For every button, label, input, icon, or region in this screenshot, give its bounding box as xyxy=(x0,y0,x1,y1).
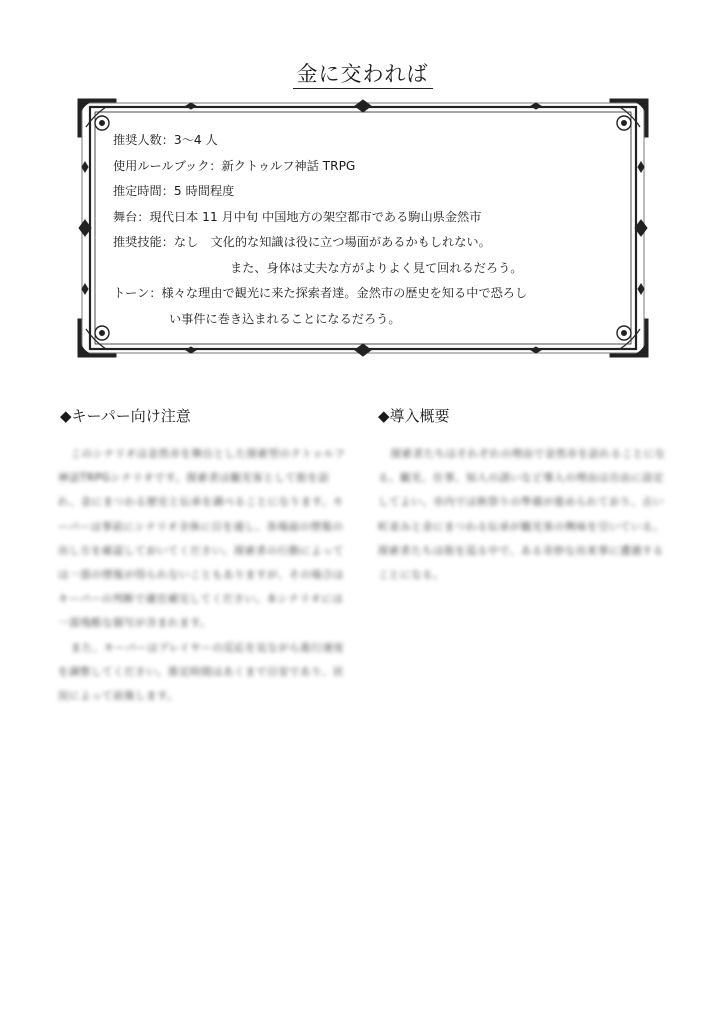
keeper-notes-body xyxy=(58,442,350,708)
intro-summary-body xyxy=(378,442,668,587)
page-title: 金に交われば xyxy=(0,58,725,88)
info-skills: 推奨技能：なし 文化的な知識は役に立つ場面があるかもしれない。 xyxy=(113,235,491,249)
keeper-notes-heading: ◆キーパー向け注意 xyxy=(60,407,191,425)
info-tone: トーン：様々な理由で観光に来た探索者達。金然市の歴史を知る中で恐ろし xyxy=(113,286,528,300)
scenario-info xyxy=(113,128,623,332)
info-players: 推奨人数：3〜4 人 xyxy=(113,133,218,147)
keeper-notes-paragraph: このシナリオは金然市を舞台とした探索型のクトゥルフ神話TRPGシナリオです。探索者は観光客として街を訪れ、金にまつわる歴史と伝承を調べることになります。キーパーは事前にシナリオ全体に目を通し、各場面の情報の出し方を確認しておいてください。探索者の行動によっては一部の情報が得られないこともありますが、その場合はキーパーの判断で適宜補完してください。本シナリオには一部残酷な描写が含まれます。 xyxy=(58,448,346,630)
keeper-notes-paragraph: また、キーパーはプレイヤーの反応を見ながら進行速度を調整してください。推定時間はあくまで目安であり、状況によって前後します。 xyxy=(58,641,345,703)
info-rules: 使用ルールブック：新クトゥルフ神話 TRPG xyxy=(113,158,356,173)
info-skills-continued: また、身体は丈夫な方がよりよく見て回れるだろう。 xyxy=(230,260,523,275)
info-setting: 舞台：現代日本 11 月中旬 中国地方の架空都市である駒山県金然市 xyxy=(113,209,482,224)
intro-summary-heading: ◆導入概要 xyxy=(378,407,450,425)
info-time: 推定時間：5 時間程度 xyxy=(113,184,235,198)
info-tone-continued: い事件に巻き込まれることになるだろう。 xyxy=(169,311,401,326)
intro-summary-paragraph: 探索者たちはそれぞれの理由で金然市を訪れることになる。観光、仕事、知人の誘いなど導入の理由は自由に設定してよい。市内では秋祭りの準備が進められており、古い町並みと金にまつわる伝承が観光客の興味を引いている。探索者たちは街を巡る中で、ある奇妙な出来事に遭遇することになる。 xyxy=(378,448,666,582)
